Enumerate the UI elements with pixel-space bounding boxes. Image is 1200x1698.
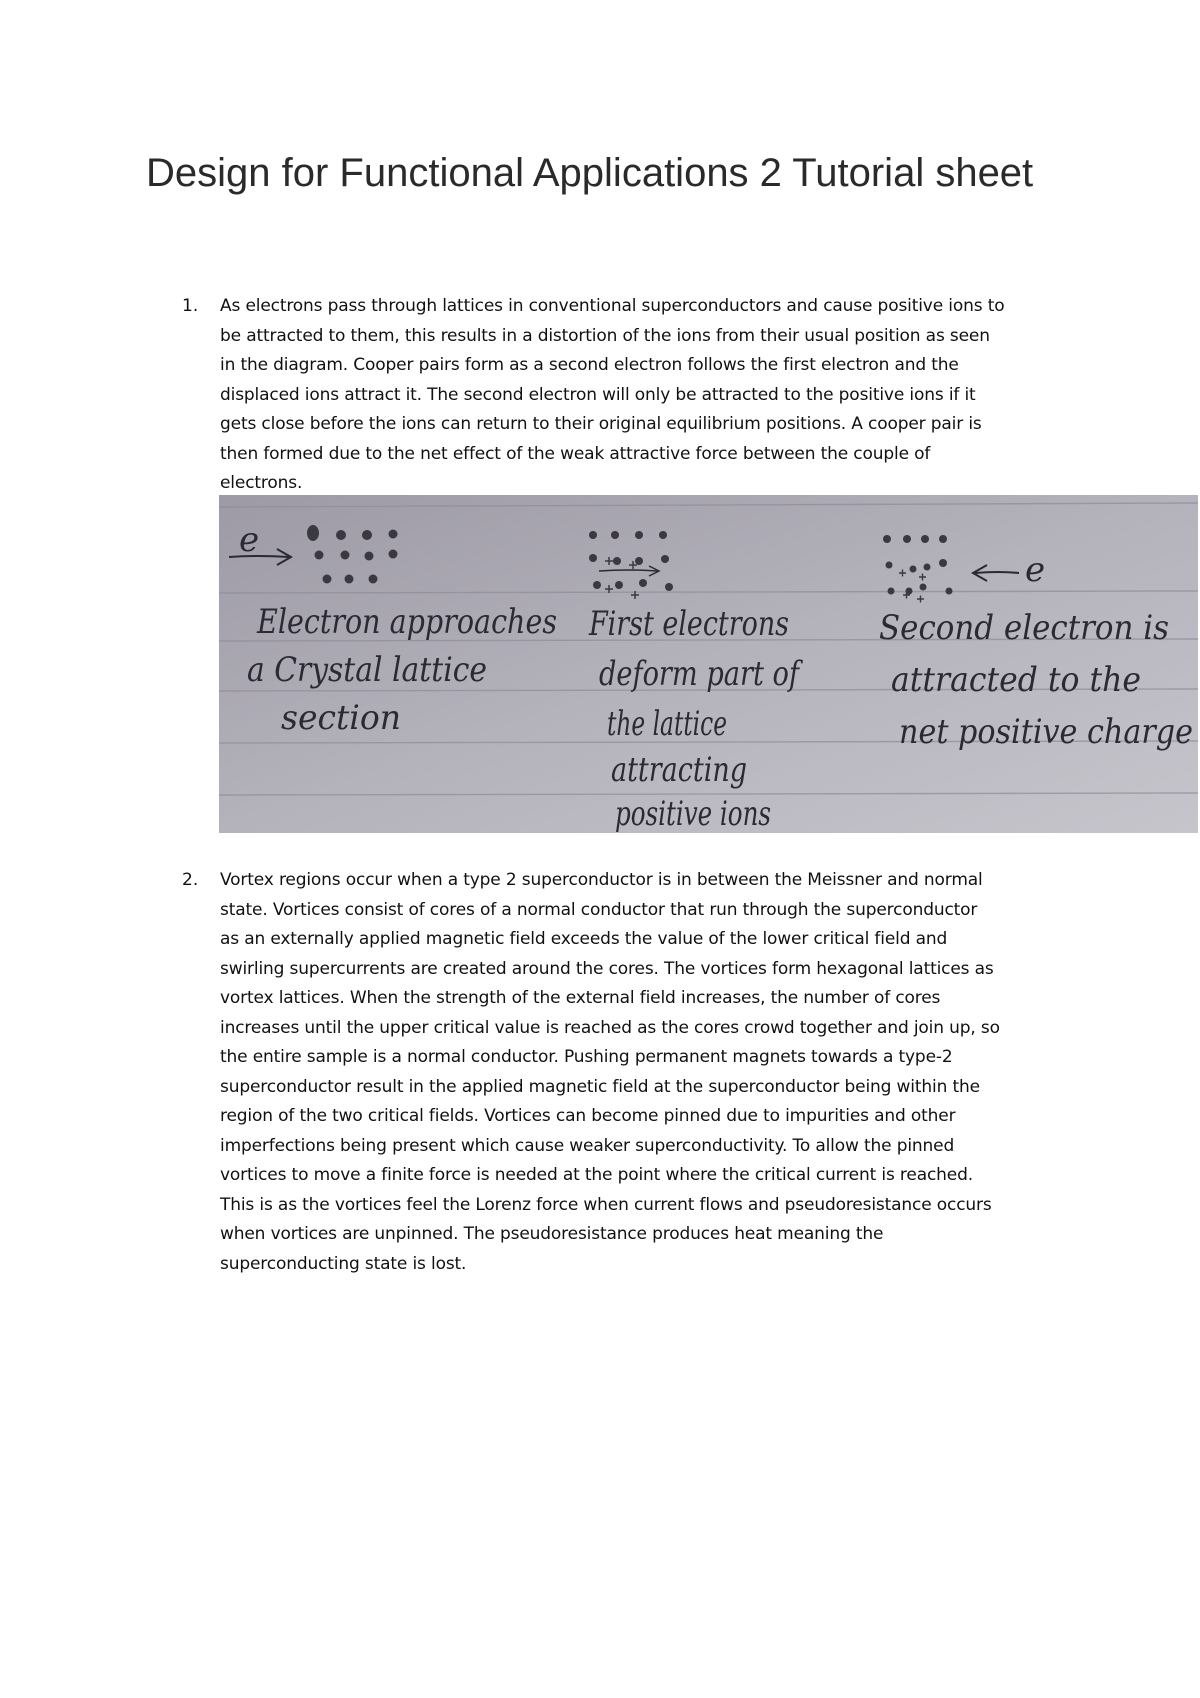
text-line: the entire sample is a normal conductor. Pushing permanent magnets towards a type-2 <box>220 1047 953 1067</box>
text-line: vortices to move a finite force is needed at the point where the critical current is reached. <box>220 1165 973 1185</box>
text-line: vortex lattices. When the strength of the external field increases, the number of cores <box>220 988 941 1008</box>
text-line: electrons. <box>220 473 303 493</box>
text-line: in the diagram. Cooper pairs form as a second electron follows the first electron and the <box>220 355 959 375</box>
list-item-number: 1. <box>182 296 199 316</box>
incoming-electron-label: e <box>1025 550 1046 590</box>
page-title: Design for Functional Applications 2 Tutorial sheet <box>146 151 1034 195</box>
text-line: swirling supercurrents are created around the cores. The vortices form hexagonal lattices as <box>220 958 994 979</box>
electron-label: e <box>239 520 260 560</box>
text-line: gets close before the ions can return to their original equilibrium positions. A cooper pair is <box>220 414 982 434</box>
caption-line: Second electron is <box>879 608 1169 648</box>
list-item-number: 2. <box>182 870 199 890</box>
text-line: This is as the vortices feel the Lorenz force when current flows and pseudoresistance occurs <box>220 1194 992 1215</box>
text-line: superconductor result in the applied magnetic field at the superconductor being within the <box>220 1076 980 1097</box>
text-line: displaced ions attract it. The second electron will only be attracted to the positive ions if it <box>220 384 976 405</box>
text-line: imperfections being present which cause weaker superconductivity. To allow the pinned <box>220 1135 955 1156</box>
caption-line: First electrons <box>588 604 789 644</box>
caption-line: the lattice <box>607 704 727 744</box>
text-line: state. Vortices consist of cores of a normal conductor that run through the superconductor <box>220 899 978 920</box>
caption-line: attracted to the <box>891 660 1141 700</box>
text-line: be attracted to them, this results in a distortion of the ions from their usual position as seen <box>220 325 990 346</box>
list-item-text <box>220 866 1100 1279</box>
caption-line: Electron approaches <box>256 602 557 642</box>
caption-line: attracting <box>611 750 747 790</box>
text-line: when vortices are unpinned. The pseudoresistance produces heat meaning the <box>220 1224 884 1244</box>
text-line: increases until the upper critical value is reached as the cores crowd together and join up, so <box>220 1017 1000 1038</box>
text-line: region of the two critical fields. Vortices can become pinned due to impurities and other <box>220 1106 956 1126</box>
text-line: Vortex regions occur when a type 2 superconductor is in between the Meissner and normal <box>220 870 983 890</box>
cooper-pair-diagram-photo <box>219 495 1198 833</box>
text-line: As electrons pass through lattices in conventional superconductors and cause positive ions to <box>220 296 1005 316</box>
caption-line: a Crystal lattice <box>247 650 487 690</box>
text-line: superconducting state is lost. <box>220 1253 467 1274</box>
caption-line: net positive charge <box>899 712 1193 752</box>
text-line: then formed due to the net effect of the weak attractive force between the couple of <box>220 443 931 464</box>
text-line: as an externally applied magnetic field exceeds the value of the lower critical field and <box>220 929 948 949</box>
caption-line: positive ions <box>615 794 771 833</box>
caption-line: section <box>281 698 401 738</box>
list-item-text <box>220 292 1100 499</box>
caption-line: deform part of <box>599 654 804 694</box>
